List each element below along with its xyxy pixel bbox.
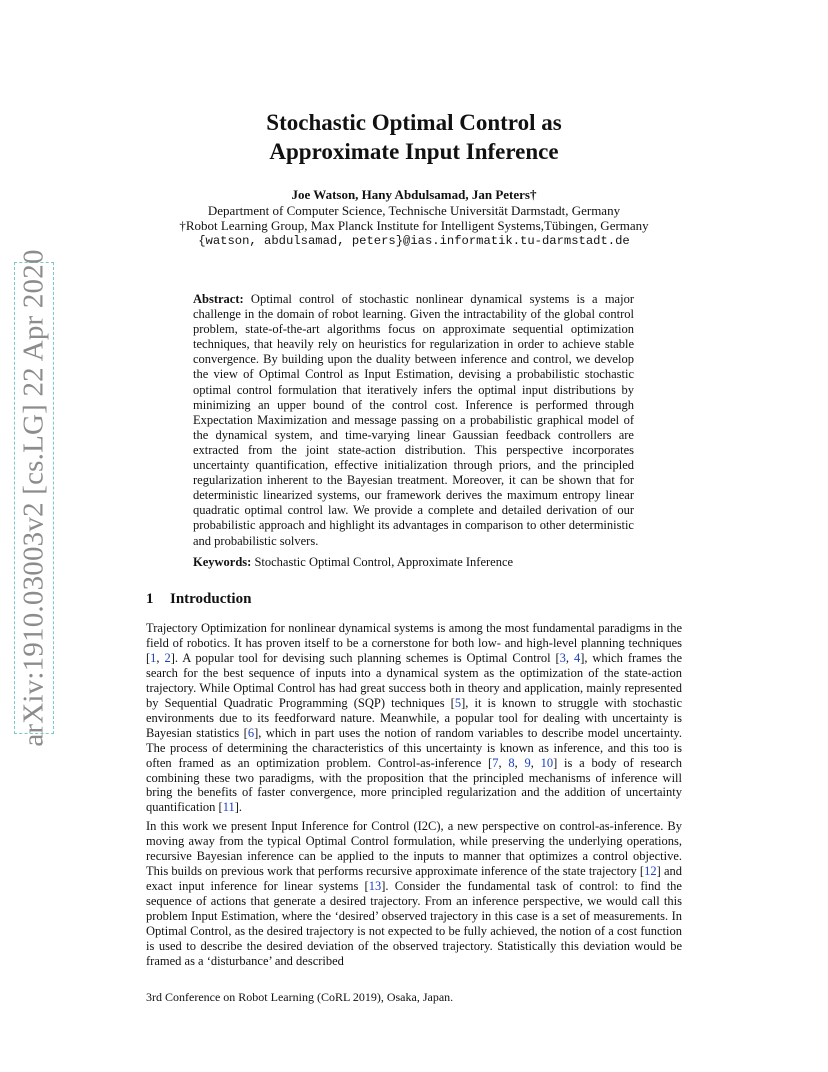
text-run: ], it is known to struggle with stochastic environments due to its feedforward nature. Meanwhile, a popular tool for dealing with uncertainty is Bayesian statistics [ <box>146 695 682 740</box>
citation-link[interactable]: 4 <box>573 650 581 665</box>
citation-link[interactable]: 5 <box>454 695 462 710</box>
title-line-2: Approximate Input Inference <box>269 139 559 164</box>
text-run: , <box>565 650 574 665</box>
text-run: Trajectory Optimization for nonlinear dynamical systems is among the most fundamental paradigms in the field of robotics. It has proven itself to be a cornerstone for both low- and high-level planning techniques [ <box>146 621 682 665</box>
citation-link[interactable]: 6 <box>247 725 255 740</box>
text-run: In this work we present Input Inference for Control (I2C), a new perspective on control-as-inference. By moving away from the typical Optimal Control formulation, while preserving the underlying operations, recursive Bayesian inference can be applied to the inputs to manner that optimizes a control objective. This builds on previous work that performs recursive approximate inference of the state trajectory [ <box>146 819 682 878</box>
text-run: ], which in part uses the notion of random variables to describe model uncertainty. The process of determining the characteristics of this uncertainty is known as inference, and this too is often framed as an optimization problem. Control-as-inference [ <box>146 725 682 770</box>
intro-paragraph-2 <box>146 819 682 969</box>
text-run: ]. <box>234 800 243 815</box>
citation-link[interactable]: 1 <box>150 650 157 665</box>
citation-link[interactable]: 2 <box>164 650 171 665</box>
citation-link[interactable]: 13 <box>368 878 382 893</box>
author-names: Joe Watson, Hany Abdulsamad, Jan Peters† <box>291 187 537 202</box>
author-emails[interactable]: {watson, abdulsamad, peters}@ias.informatik.tu-darmstadt.de <box>198 233 630 248</box>
abstract-label: Abstract: <box>193 292 244 306</box>
author-block <box>0 187 828 249</box>
citation-link[interactable]: 7 <box>492 755 499 770</box>
text-run: , <box>530 755 541 770</box>
citation-link[interactable]: 10 <box>540 755 554 770</box>
text-run: ] and exact input inference for linear systems [ <box>146 863 682 893</box>
citation-link[interactable]: 8 <box>508 755 515 770</box>
citation-link[interactable]: 3 <box>559 650 566 665</box>
text-run: , <box>156 650 165 665</box>
text-run: ]. Consider the fundamental task of control: to find the sequence of actions that generate a desired trajectory. From an inference perspective, we would call this problem Input Estimation, where the ‘desired’ observed trajectory in this case is a set of measurements. In Optimal Control, as the desired trajectory is not expected to be fully achieved, the notion of a cost function is used to describe the desired deviation of the observed trajectory. Statistically this deviation would be framed as a ‘disturbance’ and described <box>146 878 682 968</box>
text-run: , <box>514 755 525 770</box>
section-title: Introduction <box>170 591 252 607</box>
text-run: , <box>498 755 509 770</box>
keywords-label: Keywords: <box>193 555 252 569</box>
conference-footer: 3rd Conference on Robot Learning (CoRL 2019), Osaka, Japan. <box>146 990 454 1004</box>
intro-paragraph-1 <box>146 621 682 815</box>
citation-link[interactable]: 11 <box>222 800 235 815</box>
text-run: ], which frames the search for the best sequence of inputs into a dynamical system as the optimization of the state-action trajectory. While Optimal Control has had great success both in theory and application, mainly represented by Sequential Quadratic Programming (SQP) techniques [ <box>146 650 682 710</box>
abstract-text: Optimal control of stochastic nonlinear dynamical systems is a major challenge in the domain of robot learning. Given the intractability of the global control problem, state-of-the-art algorithms focus on approximate sequential optimization techniques, that heavily rely on heuristics for regularization in order to achieve stable convergence. By building upon the duality between inference and control, we develop the view of Optimal Control as Input Estimation, devising a probabilistic stochastic optimal control formulation that iteratively infers the optimal input distributions by minimizing an upper bound of the control cost. Inference is performed through Expectation Maximization and message passing on a probabilistic graphical model of the dynamical system, and time-varying linear Gaussian feedback controllers are extracted from the joint state-action distribution. This perspective incorporates uncertainty quantification, effective initialization through priors, and the principled regularization inherent to the Bayesian treatment. Moreover, it can be shown that for deterministic linearized systems, our framework derives the maximum entropy linear quadratic optimal control law. We provide a complete and detailed derivation of our probabilistic approach and highlight its advantages in comparison to other deterministic and probabilistic solvers. <box>193 292 634 548</box>
title-line-1: Stochastic Optimal Control as <box>266 110 562 135</box>
section-number: 1 <box>146 591 154 607</box>
affiliation-2: †Robot Learning Group, Max Planck Institute for Intelligent Systems,Tübingen, Germany <box>179 218 649 233</box>
affiliation-1: Department of Computer Science, Technische Universität Darmstadt, Germany <box>207 202 621 218</box>
citation-link[interactable]: 9 <box>524 755 531 770</box>
paper-title <box>0 108 828 166</box>
text-run: ]. A popular tool for devising such planning schemes is Optimal Control [ <box>170 650 560 665</box>
section-heading-introduction <box>146 590 251 608</box>
keywords-text: Stochastic Optimal Control, Approximate Inference <box>254 555 514 569</box>
citation-link[interactable]: 12 <box>644 863 657 878</box>
abstract <box>193 292 634 549</box>
keywords <box>193 555 634 570</box>
arxiv-identifier[interactable]: arXiv:1910.03003v2 [cs.LG] 22 Apr 2020 <box>17 249 50 747</box>
text-run: ] is a body of research combining these two paradigms, with the proposition that the principled mechanisms of inference will bring the benefits of faster convergence, more principled regularization and the addition of uncertainty quantification [ <box>146 755 683 815</box>
